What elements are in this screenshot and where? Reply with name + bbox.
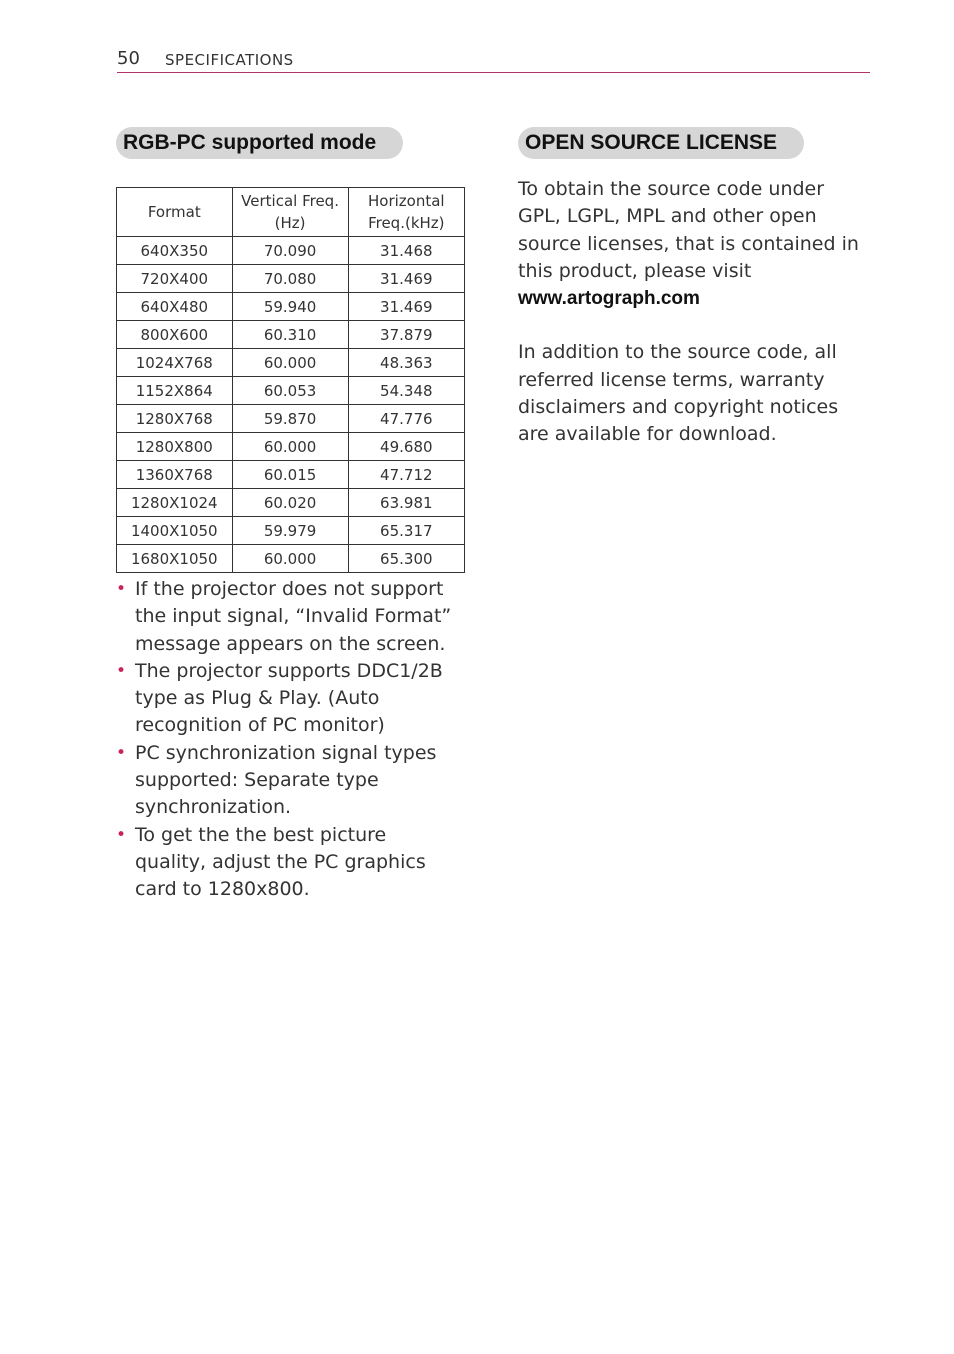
table-row <box>117 377 465 405</box>
vertical-freq-cell: 60.020 <box>232 489 348 517</box>
note-text: To get the the best picture quality, adjust the PC graphics card to 1280x800. <box>135 823 426 901</box>
page-number: 50 <box>117 48 140 69</box>
list-item <box>116 822 461 904</box>
table-row <box>117 293 465 321</box>
vertical-freq-cell: 60.310 <box>232 321 348 349</box>
vertical-freq-cell: 60.000 <box>232 545 348 573</box>
table-body <box>117 237 465 573</box>
vertical-freq-cell: 59.940 <box>232 293 348 321</box>
note-text: If the projector does not support the input signal, “Invalid Format” message appears on the screen. <box>135 578 452 655</box>
column-header-horizontal-freq <box>348 188 464 237</box>
column-header-horizontal-freq-text: Horizontal Freq.(kHz) <box>368 192 445 232</box>
list-item <box>116 576 461 658</box>
format-cell: 1024X768 <box>117 349 233 377</box>
source-code-url: www.artograph.com <box>518 288 700 310</box>
column-header-format <box>117 188 233 237</box>
vertical-freq-cell: 59.870 <box>232 405 348 433</box>
bullet-icon: • <box>116 579 127 599</box>
rgb-pc-mode-table <box>116 187 465 573</box>
vertical-freq-cell: 60.000 <box>232 433 348 461</box>
table-row <box>117 517 465 545</box>
horizontal-freq-cell: 37.879 <box>348 321 464 349</box>
rgb-pc-mode-heading: RGB-PC supported mode <box>116 127 403 159</box>
vertical-freq-cell: 59.979 <box>232 517 348 545</box>
vertical-freq-cell: 60.015 <box>232 461 348 489</box>
vertical-freq-cell: 70.080 <box>232 265 348 293</box>
format-cell: 1360X768 <box>117 461 233 489</box>
section-name: SPECIFICATIONS <box>165 51 294 69</box>
list-item <box>116 658 461 740</box>
horizontal-freq-cell: 63.981 <box>348 489 464 517</box>
table-row <box>117 405 465 433</box>
note-text: PC synchronization signal types supported: Separate type synchronization. <box>135 741 437 819</box>
table-header-row <box>117 188 465 237</box>
format-cell: 1152X864 <box>117 377 233 405</box>
oss-paragraph-2: In addition to the source code, all referred license terms, warranty disclaimers and copyright notices are available for download. <box>518 341 839 446</box>
bullet-icon: • <box>116 742 127 763</box>
open-source-license-heading: OPEN SOURCE LICENSE <box>518 127 804 159</box>
table-row <box>117 489 465 517</box>
bullet-icon: • <box>116 824 127 845</box>
format-cell: 1680X1050 <box>117 545 233 573</box>
table-row <box>117 545 465 573</box>
column-header-format-text: Format <box>147 203 201 221</box>
column-header-vertical-freq-text: Vertical Freq. (Hz) <box>241 192 339 232</box>
table-row <box>117 265 465 293</box>
format-cell: 800X600 <box>117 321 233 349</box>
column-header-vertical-freq <box>232 188 348 237</box>
note-text: The projector supports DDC1/2B type as Plug & Play. (Auto recognition of PC monitor) <box>135 659 443 737</box>
horizontal-freq-cell: 31.469 <box>348 293 464 321</box>
table-row <box>117 349 465 377</box>
format-cell: 720X400 <box>117 265 233 293</box>
vertical-freq-cell: 60.000 <box>232 349 348 377</box>
list-item <box>116 740 461 822</box>
format-cell: 640X480 <box>117 293 233 321</box>
oss-paragraph-1 <box>518 176 872 312</box>
horizontal-freq-cell: 47.776 <box>348 405 464 433</box>
format-cell: 1280X1024 <box>117 489 233 517</box>
horizontal-freq-cell: 31.469 <box>348 265 464 293</box>
horizontal-freq-cell: 65.317 <box>348 517 464 545</box>
horizontal-freq-cell: 49.680 <box>348 433 464 461</box>
horizontal-freq-cell: 54.348 <box>348 377 464 405</box>
horizontal-freq-cell: 47.712 <box>348 461 464 489</box>
format-cell: 640X350 <box>117 237 233 265</box>
page-header <box>117 46 870 73</box>
oss-paragraph-1-text: To obtain the source code under GPL, LGPL, MPL and other open source licenses, that is contained in this product, please visit <box>518 178 859 282</box>
vertical-freq-cell: 60.053 <box>232 377 348 405</box>
format-cell: 1400X1050 <box>117 517 233 545</box>
open-source-license-text <box>518 176 872 449</box>
horizontal-freq-cell: 65.300 <box>348 545 464 573</box>
bullet-icon: • <box>116 660 127 681</box>
table-row <box>117 461 465 489</box>
table-row <box>117 237 465 265</box>
horizontal-freq-cell: 48.363 <box>348 349 464 377</box>
format-cell: 1280X800 <box>117 433 233 461</box>
vertical-freq-cell: 70.090 <box>232 237 348 265</box>
notes-list <box>116 576 461 904</box>
table-row <box>117 433 465 461</box>
format-cell: 1280X768 <box>117 405 233 433</box>
horizontal-freq-cell: 31.468 <box>348 237 464 265</box>
table-row <box>117 321 465 349</box>
